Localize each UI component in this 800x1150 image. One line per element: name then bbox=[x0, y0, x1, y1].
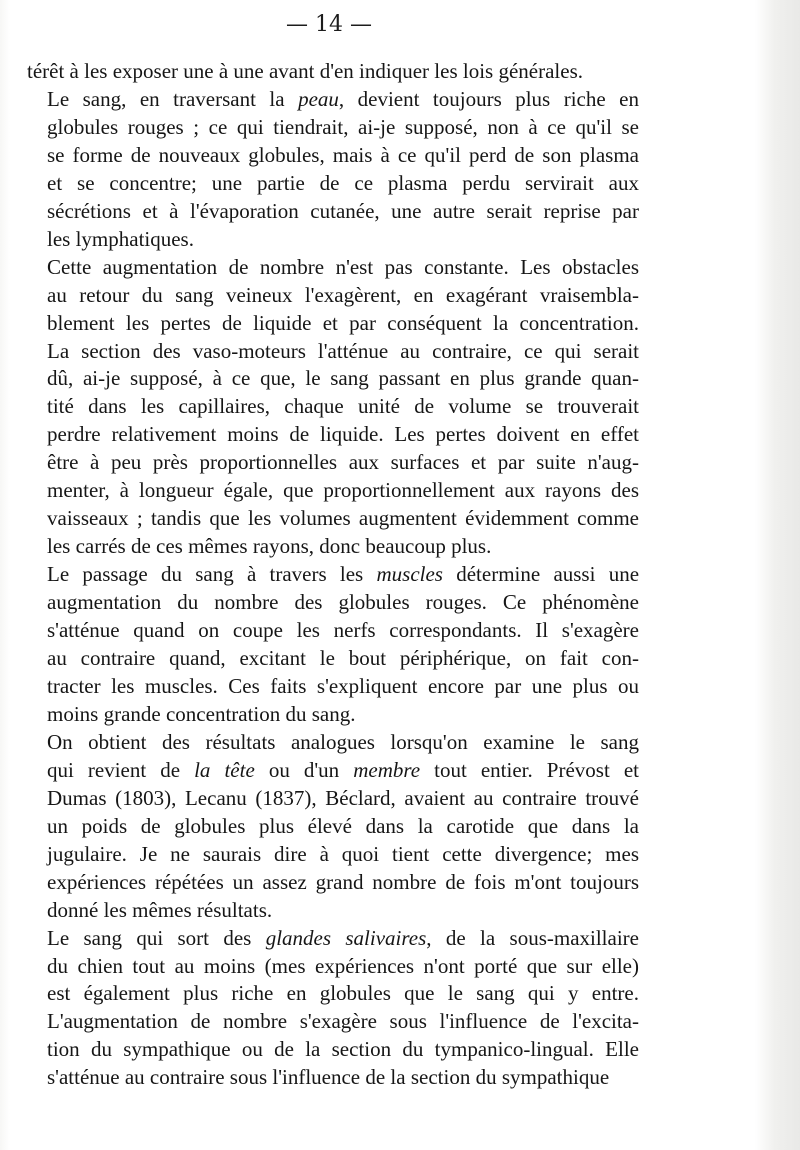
text-line: s'atténue quand on coupe les nerfs correspondants. Il s'exagère bbox=[47, 618, 639, 643]
text-line: menter, à longueur égale, que proportionnellement aux rayons des bbox=[47, 478, 639, 503]
text-line: dû, ai-je supposé, à ce que, le sang passant en plus grande quan- bbox=[47, 366, 639, 391]
text-line: Le sang, en traversant la peau, devient toujours plus riche en bbox=[47, 86, 639, 111]
text-line: un poids de globules plus élevé dans la carotide que dans la bbox=[47, 813, 639, 838]
paragraph bbox=[27, 925, 639, 1093]
text-line: tité dans les capillaires, chaque unité de volume se trouverait bbox=[47, 394, 639, 419]
text-line: les carrés de ces mêmes rayons, donc beaucoup plus. bbox=[47, 534, 492, 559]
text-line: au contraire quand, excitant le bout périphérique, on fait con- bbox=[47, 646, 639, 671]
text-line: perdre relativement moins de liquide. Les pertes doivent en effet bbox=[47, 422, 639, 447]
paragraph bbox=[27, 561, 639, 729]
text-line: moins grande concentration du sang. bbox=[47, 701, 356, 726]
text-line: Cette augmentation de nombre n'est pas constante. Les obstacles bbox=[47, 254, 639, 279]
italic-term: muscles bbox=[376, 562, 443, 587]
text-line: La section des vaso-moteurs l'atténue au contraire, ce qui serait bbox=[47, 338, 639, 363]
italic-term: la tête bbox=[194, 757, 255, 782]
text-line: Dumas (1803), Lecanu (1837), Béclard, avaient au contraire trouvé bbox=[47, 785, 639, 810]
text-line: s'atténue au contraire sous l'influence de la section du sympathique bbox=[47, 1065, 610, 1090]
text-line: térêt à les exposer une à une avant d'en indiquer les lois générales. bbox=[27, 59, 583, 83]
paragraph bbox=[27, 254, 639, 561]
text-line: sécrétions et à l'évaporation cutanée, une autre serait reprise par bbox=[47, 198, 639, 223]
paragraph bbox=[27, 86, 639, 254]
italic-term: membre bbox=[353, 757, 421, 782]
text-line: On obtient des résultats analogues lorsqu'on examine le sang bbox=[47, 729, 639, 754]
italic-term: glandes salivaires bbox=[265, 925, 427, 950]
text-line: tracter les muscles. Ces faits s'expliquent encore par une plus ou bbox=[47, 673, 639, 698]
paragraph bbox=[27, 58, 639, 86]
text-line: L'augmentation de nombre s'exagère sous l'influence de l'excita- bbox=[47, 1009, 639, 1034]
text-line: les lymphatiques. bbox=[47, 226, 194, 251]
body-text bbox=[27, 58, 639, 1092]
text-line: Le sang qui sort des glandes salivaires, de la sous-maxillaire bbox=[47, 925, 639, 950]
text-line: et se concentre; une partie de ce plasma perdu servirait aux bbox=[47, 170, 639, 195]
text-line: donné les mêmes résultats. bbox=[47, 897, 273, 922]
text-line: jugulaire. Je ne saurais dire à quoi tient cette divergence; mes bbox=[47, 841, 639, 866]
text-line: blement les pertes de liquide et par conséquent la concentration. bbox=[47, 310, 639, 335]
italic-term: peau bbox=[298, 86, 339, 111]
text-line: du chien tout au moins (mes expériences n'ont porté que sur elle) bbox=[47, 953, 639, 978]
text-line: globules rouges ; ce qui tiendrait, ai-je supposé, non à ce qu'il se bbox=[47, 114, 639, 139]
page-number: — 14 — bbox=[286, 12, 372, 37]
paragraph bbox=[27, 729, 639, 925]
text-line: est également plus riche en globules que le sang qui y entre. bbox=[47, 981, 639, 1006]
text-line: au retour du sang veineux l'exagèrent, en exagérant vraisembla- bbox=[47, 282, 639, 307]
text-line: tion du sympathique ou de la section du tympanico-lingual. Elle bbox=[47, 1037, 639, 1062]
text-line: Le passage du sang à travers les muscles détermine aussi une bbox=[47, 562, 640, 587]
text-line: augmentation du nombre des globules rouges. Ce phénomène bbox=[47, 590, 639, 615]
text-line: expériences répétées un assez grand nombre de fois m'ont toujours bbox=[47, 869, 639, 894]
text-line: vaisseaux ; tandis que les volumes augmentent évidemment comme bbox=[47, 506, 639, 531]
text-line: qui revient de la tête ou d'un membre tout entier. Prévost et bbox=[47, 757, 639, 782]
text-line: être à peu près proportionnelles aux surfaces et par suite n'aug- bbox=[47, 450, 639, 475]
text-line: se forme de nouveaux globules, mais à ce qu'il perd de son plasma bbox=[47, 142, 639, 167]
